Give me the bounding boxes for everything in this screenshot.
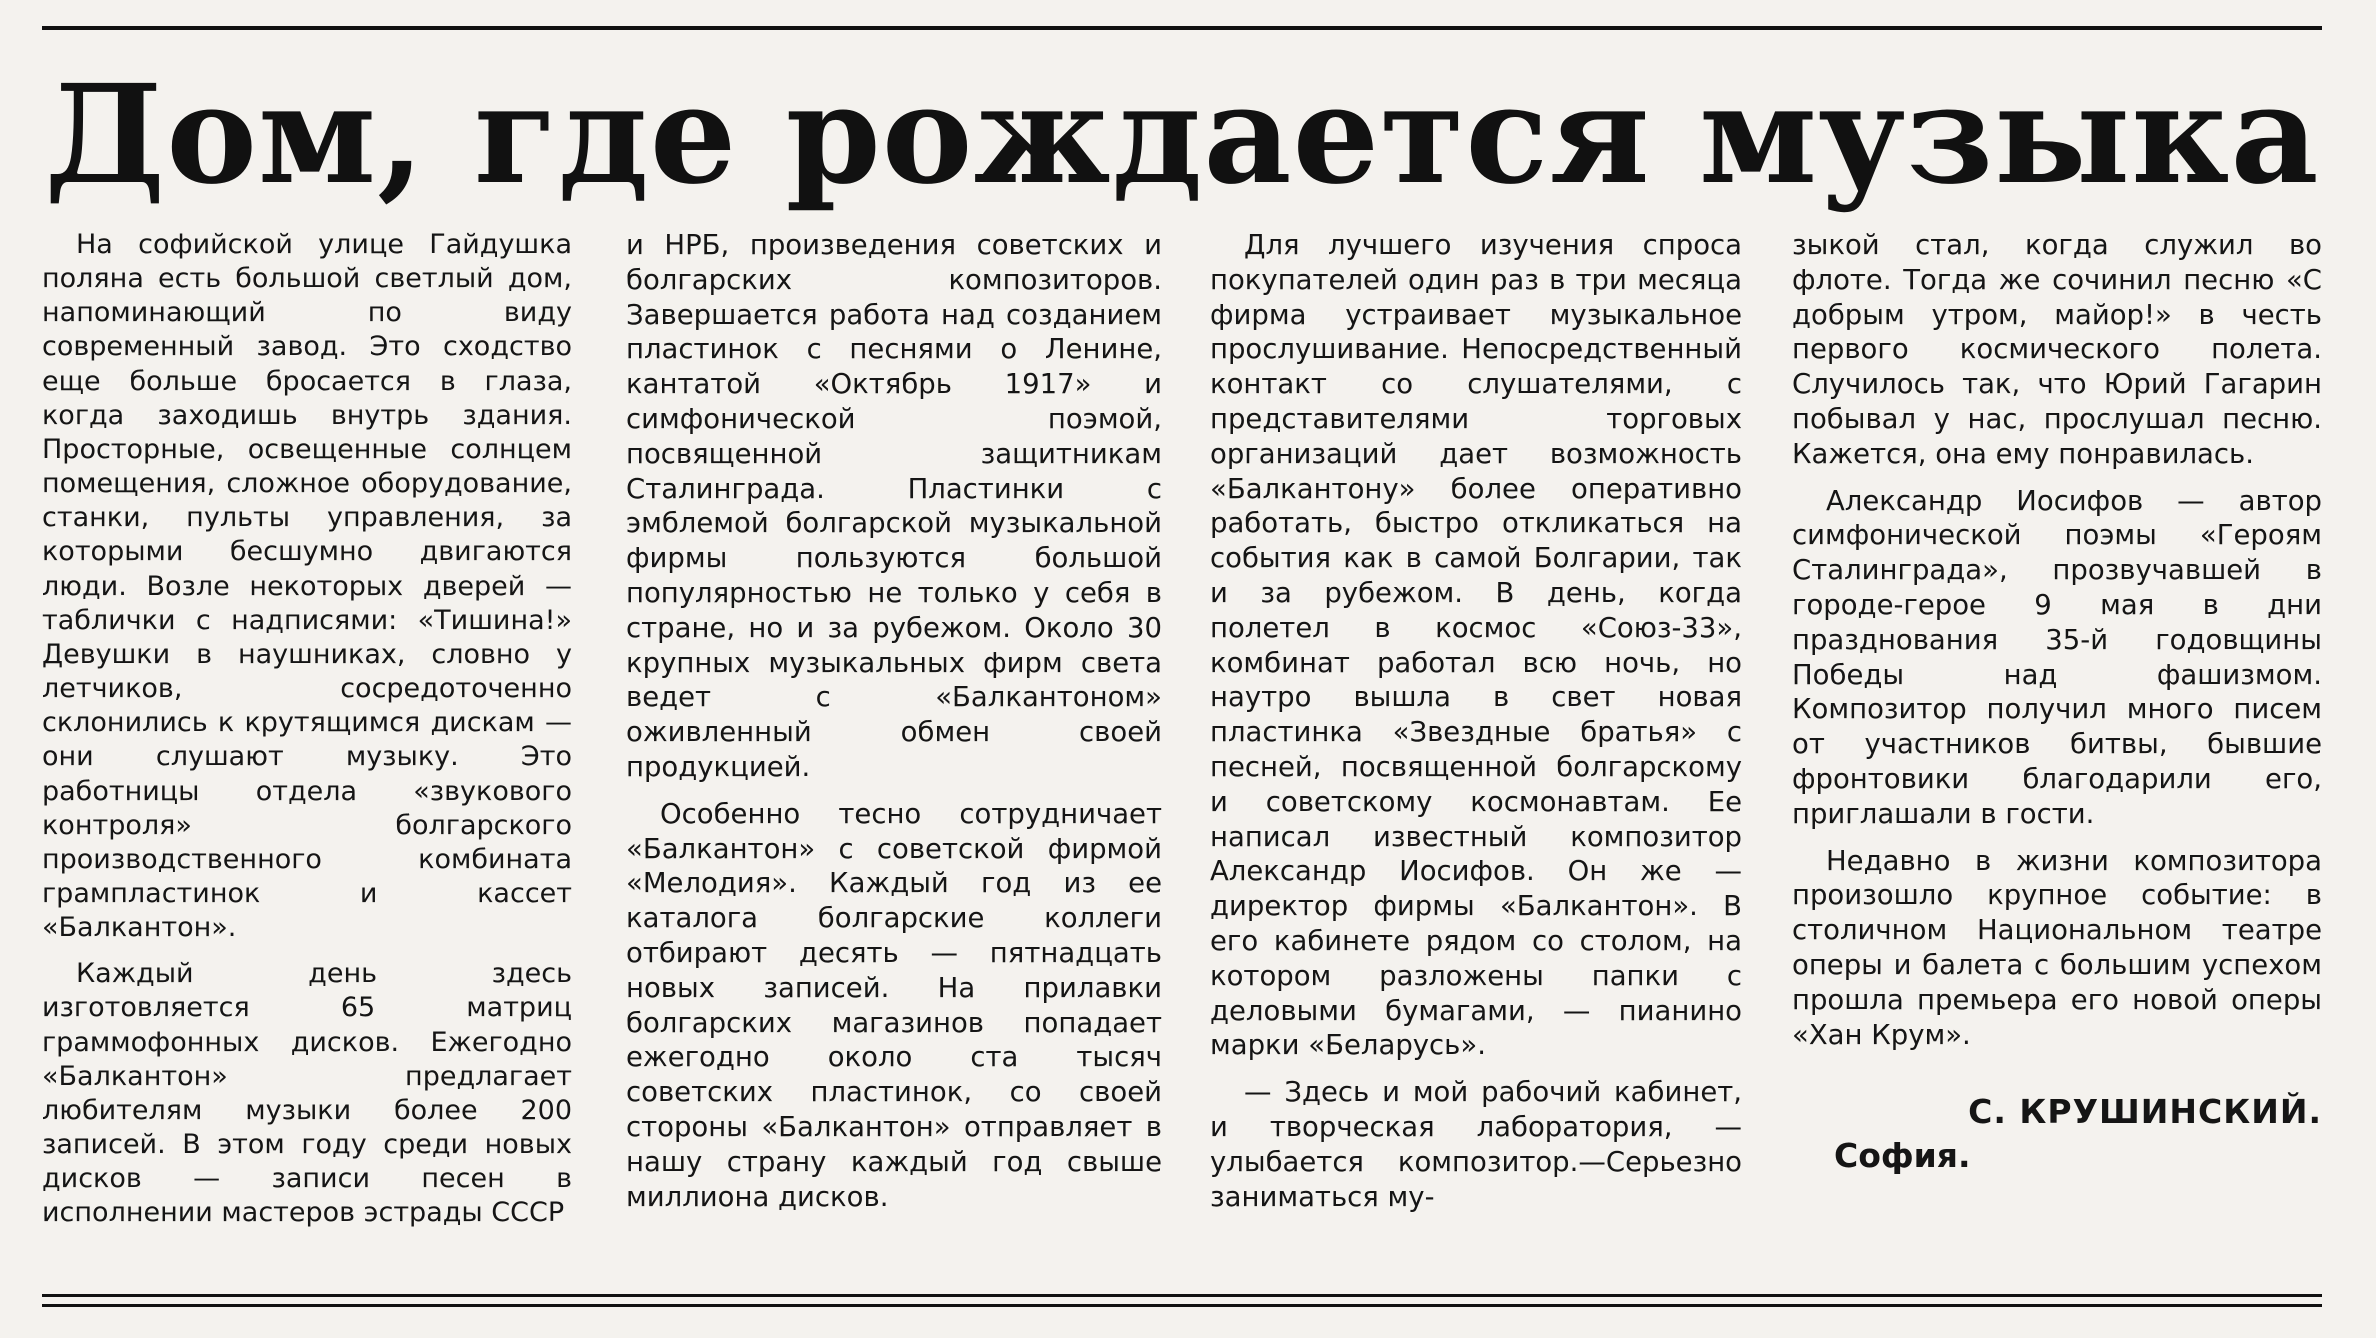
bottom-rule (42, 1294, 2322, 1297)
signature-city: София. (1834, 1136, 1971, 1176)
paragraph: Александр Иосифов — автор симфонической поэмы «Героям Сталинграда», прозвучавшей в городе-герое 9 мая в дни празднования 35-й годовщины Победы над фашизмом. Композитор получил много писем от участников битвы, бывшие фронтовики благодарили его, приглашали в гости. (1792, 484, 2322, 830)
paragraph: Недавно в жизни композитора произошло крупное событие: в столичном Национальном театре оперы и балета с большим успехом прошла премьера его новой оперы «Хан Крум». (1792, 844, 2322, 1051)
paragraph: зыкой стал, когда служил во флоте. Тогда же сочинил песню «С добрым утром, майор!» в честь первого космического полета. Случилось так, что Юрий Гагарин побывал у нас, прослушал песню. Кажется, она ему понравилась. (1792, 229, 2322, 470)
paragraph: На софийской улице Гайдушка поляна есть большой светлый дом, напоминающий по виду современный завод. Это сходство еще больше бросается в глаза, когда заходишь внутрь здания. Просторные, освещенные солнцем помещения, сложное оборудование, станки, пульты управления, за которыми бесшумно двигаются люди. Возле некоторых дверей — таблички с надписями: «Тишина!» Девушки в наушниках, словно у летчиков, сосредоточенно склонились к крутящимся дискам — они слушают музыку. Это работницы отдела «звукового контроля» болгарского производственного комбината грампластинок и кассет «Балкантон». (42, 229, 572, 944)
article-column-2 (626, 228, 1162, 1268)
article-column-4 (1792, 228, 2322, 1268)
top-rule (42, 26, 2322, 30)
paragraph: Особенно тесно сотрудничает «Балкантон» с советской фирмой «Мелодия». Каждый год из ее каталога болгарские коллеги отбирают десять — пятнадцать новых записей. На прилавки болгарских магазинов попадает ежегодно около ста тысяч советских пластинок, со своей стороны «Балкантон» отправляет в нашу страну каждый год свыше миллиона дисков. (626, 797, 1162, 1213)
paragraph: — Здесь и мой рабочий кабинет, и творческая лаборатория, — улыбается композитор.—Серьезно заниматься му- (1210, 1076, 1742, 1213)
article-headline: Дом, где рождается музыка (44, 55, 2320, 215)
article-signature (1792, 1090, 2322, 1178)
signature-author: С. КРУШИНСКИЙ. (1968, 1092, 2322, 1132)
paragraph: Для лучшего изучения спроса покупателей один раз в три месяца фирма устраивает музыкальное прослушивание. Непосредственный контакт со слушателями, с представителями торговых организаций дает возможность «Балкантону» более оперативно работать, быстро откликаться на события как в самой Болгарии, так и за рубежом. В день, когда полетел в космос «Союз-33», комбинат работал всю ночь, но наутро вышла в свет новая пластинка «Звездные братья» с песней, посвященной болгарскому и советскому космонавтам. Ее написал известный композитор Александр Иосифов. Он же — директор фирмы «Балкантон». В его кабинете рядом со столом, на котором разложены папки с деловыми бумагами, — пианино марки «Беларусь». (1210, 229, 1742, 1062)
bottom-rule-double (42, 1304, 2322, 1307)
paragraph: и НРБ, произведения советских и болгарских композиторов. Завершается работа над созданием пластинок с песнями о Ленине, кантатой «Октябрь 1917» и симфонической поэмой, посвященной защитникам Сталинграда. Пластинки с эмблемой болгарской музыкальной фирмы пользуются большой популярностью не только у себя в стране, но и за рубежом. Около 30 крупных музыкальных фирм света ведет с «Балкантоном» оживленный обмен своей продукцией. (626, 229, 1162, 783)
paragraph: Каждый день здесь изготовляется 65 матриц граммофонных дисков. Ежегодно «Балкантон» предлагает любителям музыки более 200 записей. В этом году среди новых дисков — записи песен в исполнении мастеров эстрады СССР (42, 958, 572, 1229)
article-column-3 (1210, 228, 1742, 1268)
article-column-1 (42, 228, 572, 1268)
